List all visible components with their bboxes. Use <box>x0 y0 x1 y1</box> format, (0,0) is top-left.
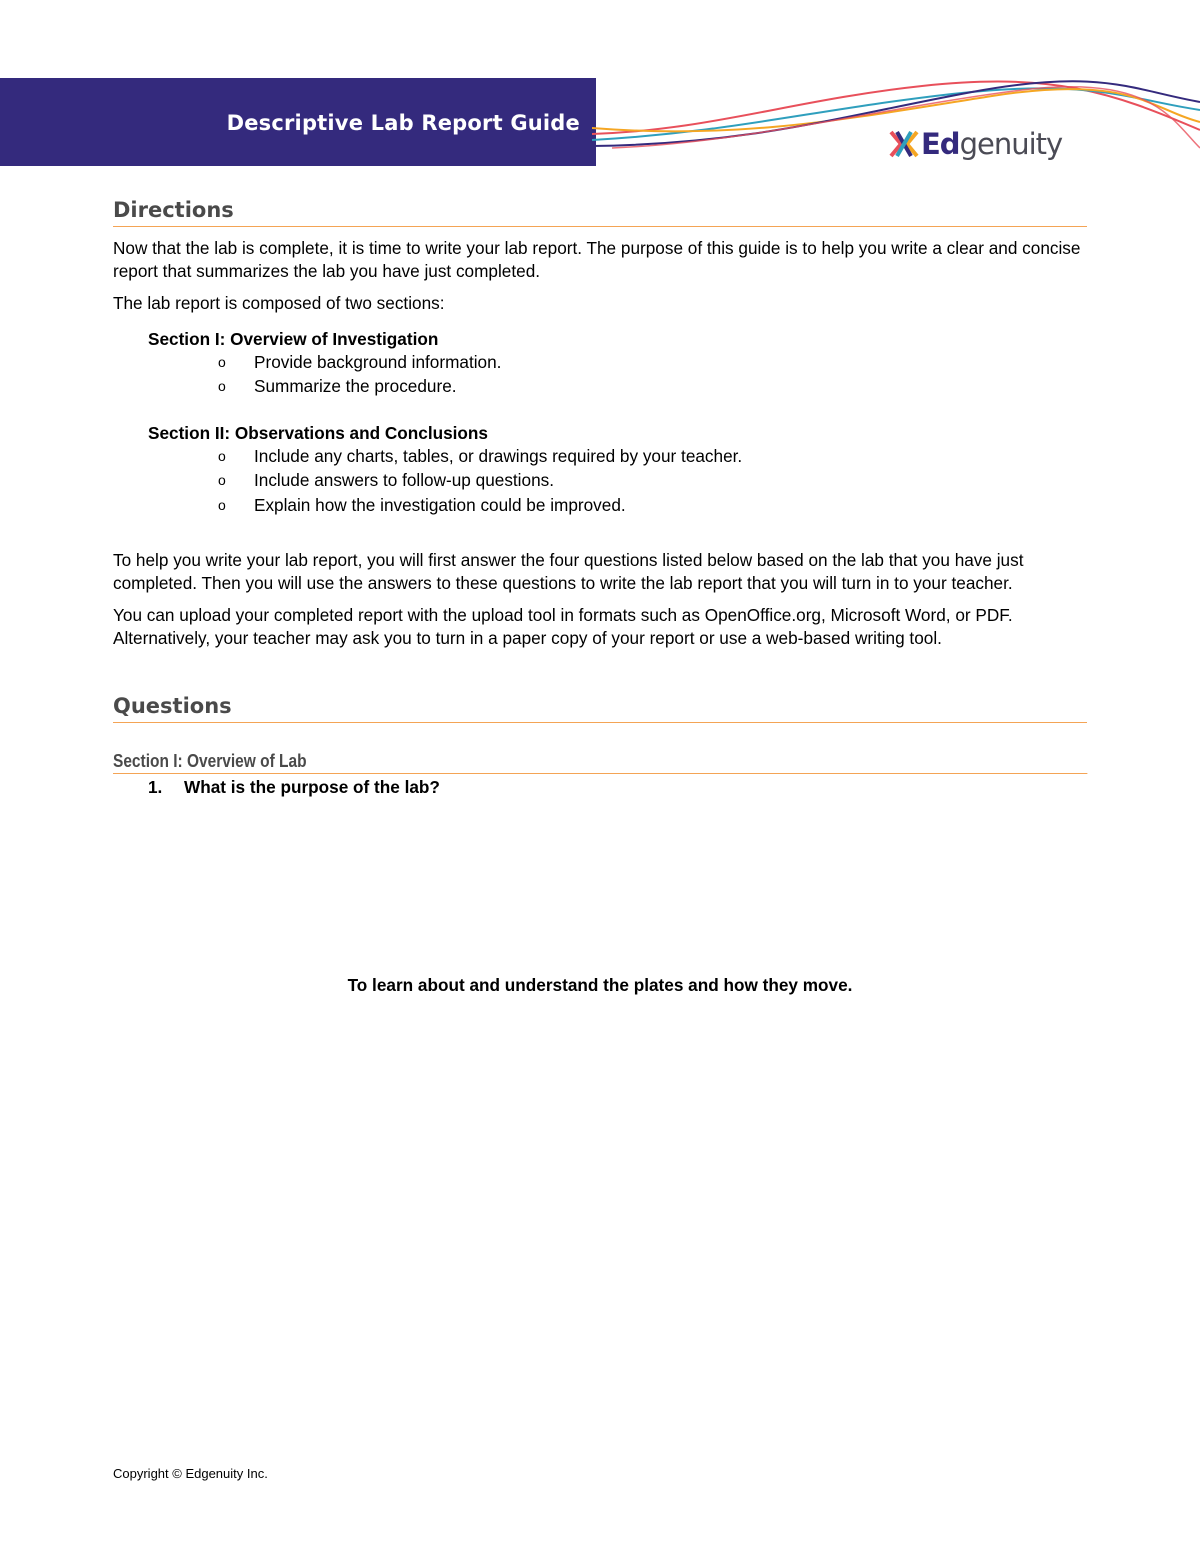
bullet-o: o <box>218 496 226 513</box>
question-1-answer: To learn about and understand the plates and how they move. <box>347 975 853 995</box>
bullet-o: o <box>218 472 226 488</box>
section2-list <box>113 444 1087 518</box>
bullet-o: o <box>218 378 226 394</box>
document-body <box>113 198 1087 798</box>
document-title: Descriptive Lab Report Guide <box>226 111 580 135</box>
questions-heading: Questions <box>113 694 1087 723</box>
bullet-o: o <box>218 447 226 464</box>
directions-help: To help you write your lab report, you will first answer the four questions listed below based on the lab that you have just completed. Then you will use the answers to these questions to write the lab report that you will turn in to your teacher. <box>113 550 1024 593</box>
header-banner <box>0 78 596 166</box>
directions-composed: The lab report is composed of two sections: <box>113 293 445 313</box>
list-item: o Summarize the procedure. <box>218 374 1087 399</box>
logo-text-rest: genuity <box>959 127 1063 161</box>
bullet-o: o <box>218 353 226 370</box>
section2-title: Section II: Observations and Conclusions <box>148 422 488 443</box>
section1-title: Section I: Overview of Investigation <box>148 328 439 349</box>
questions-section-title: Section I: Overview of Lab <box>113 751 1087 774</box>
question-number: 1. <box>148 777 163 797</box>
list-item: o Include answers to follow-up questions. <box>218 468 1087 493</box>
copyright-footer: Copyright © Edgenuity Inc. <box>113 1466 268 1481</box>
directions-upload: You can upload your completed report with the upload tool in formats such as OpenOffice.org, Microsoft Word, or PDF. Alternatively, your teacher may ask you to turn in a paper copy of your report or use a web-based writing tool. <box>113 605 1013 648</box>
directions-heading: Directions <box>113 198 1087 227</box>
question-1 <box>148 776 1087 798</box>
section1-list <box>113 350 1087 399</box>
edgenuity-logo <box>888 124 1062 164</box>
edgenuity-x-icon <box>888 128 920 160</box>
list-item: o Provide background information. <box>218 350 1087 375</box>
logo-text-bold: Ed <box>921 127 960 161</box>
list-item: o Explain how the investigation could be improved. <box>218 493 1087 518</box>
question-text: What is the purpose of the lab? <box>184 777 440 797</box>
directions-intro: Now that the lab is complete, it is time to write your lab report. The purpose of this guide is to help you write a clear and concise report that summarizes the lab you have just completed. <box>113 238 1081 281</box>
list-item: o Include any charts, tables, or drawings required by your teacher. <box>218 444 1087 469</box>
